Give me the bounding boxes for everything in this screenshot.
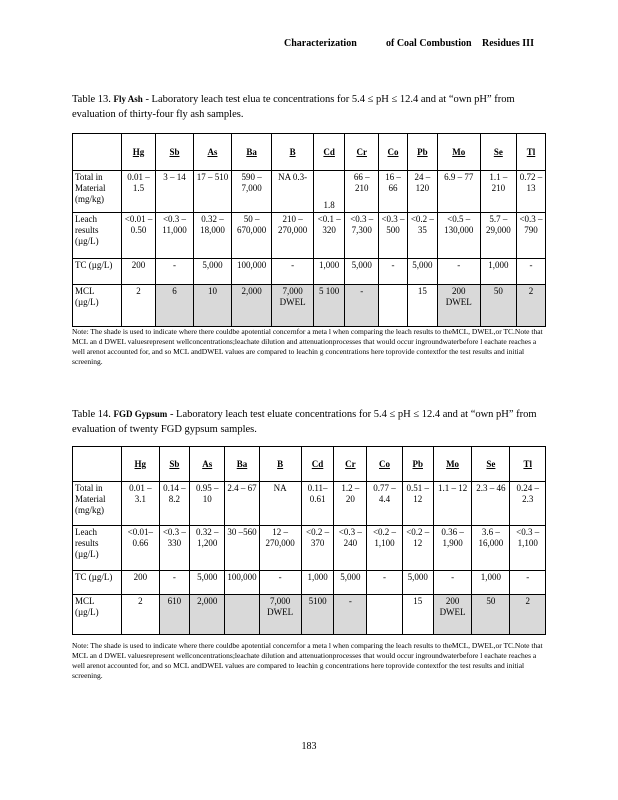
table-cell: 0.14 – 8.2 bbox=[159, 482, 189, 526]
table-cell: NA bbox=[259, 482, 301, 526]
table-cell: - bbox=[159, 571, 189, 595]
table-cell bbox=[367, 595, 403, 635]
table-cell: 0.95 – 10 bbox=[190, 482, 225, 526]
column-header: Tl bbox=[517, 134, 546, 171]
table-cell: 15 bbox=[407, 285, 437, 327]
table-cell-shaded: - bbox=[345, 285, 379, 327]
table-cell: - bbox=[367, 571, 403, 595]
table-cell: 1,000 bbox=[313, 259, 344, 285]
column-header: Pb bbox=[402, 447, 433, 482]
column-header: Mo bbox=[433, 447, 472, 482]
table-cell: 210 – 270,000 bbox=[272, 213, 314, 259]
table-cell: 0.32 – 1,200 bbox=[190, 526, 225, 571]
table-cell: 66 – 210 bbox=[345, 171, 379, 213]
column-header: B bbox=[259, 447, 301, 482]
table-cell: - bbox=[379, 259, 408, 285]
table-cell: <0.2 – 1,100 bbox=[367, 526, 403, 571]
table13-caption bbox=[72, 92, 542, 122]
column-header: Tl bbox=[510, 447, 546, 482]
table-cell-shaded: 7,000 DWEL bbox=[259, 595, 301, 635]
table-cell: 0.36 – 1,900 bbox=[433, 526, 472, 571]
row-label: Total in Material (mg/kg) bbox=[73, 171, 122, 213]
table-cell: 5,000 bbox=[334, 571, 367, 595]
table-cell: 16 – 66 bbox=[379, 171, 408, 213]
table-cell-shaded: 200 DWEL bbox=[433, 595, 472, 635]
row-label: TC (µg/L) bbox=[73, 259, 122, 285]
table-cell: 200 bbox=[122, 571, 160, 595]
table-cell: 1,000 bbox=[480, 259, 517, 285]
table-cell: 1.1 – 210 bbox=[480, 171, 517, 213]
table-cell-shaded: 2 bbox=[517, 285, 546, 327]
table-cell-shaded: 50 bbox=[480, 285, 517, 327]
corner-cell bbox=[73, 447, 122, 482]
column-header: As bbox=[190, 447, 225, 482]
column-header: Ba bbox=[225, 447, 259, 482]
table-cell: <0.01– 0.66 bbox=[122, 526, 160, 571]
table14-caption-label: Table 14. bbox=[72, 409, 111, 420]
table-cell: 50 – 670,000 bbox=[231, 213, 271, 259]
column-header: Cd bbox=[301, 447, 334, 482]
table-row bbox=[73, 213, 546, 259]
table-cell: 5,000 bbox=[407, 259, 437, 285]
column-header: Pb bbox=[407, 134, 437, 171]
table-cell: 24 – 120 bbox=[407, 171, 437, 213]
table-cell: 5,000 bbox=[193, 259, 231, 285]
table-header-row bbox=[73, 447, 546, 482]
table-cell: 2 bbox=[122, 595, 160, 635]
row-label: Leach results (µg/L) bbox=[73, 526, 122, 571]
header-title-left: Characterization bbox=[284, 38, 357, 49]
table-cell-shaded bbox=[225, 595, 259, 635]
table-cell-shaded: 200 DWEL bbox=[437, 285, 480, 327]
column-header: Se bbox=[472, 447, 510, 482]
table-cell: <0.01 – 0.50 bbox=[122, 213, 156, 259]
table-cell-shaded: 50 bbox=[472, 595, 510, 635]
table-cell: - bbox=[259, 571, 301, 595]
table-cell: 2.3 – 46 bbox=[472, 482, 510, 526]
column-header: Co bbox=[367, 447, 403, 482]
table-cell: 0.77 – 4.4 bbox=[367, 482, 403, 526]
column-header: Sb bbox=[159, 447, 189, 482]
table-cell: <0.3 – 500 bbox=[379, 213, 408, 259]
table-cell-shaded: 5100 bbox=[301, 595, 334, 635]
table-cell: 6.9 – 77 bbox=[437, 171, 480, 213]
table-cell: - bbox=[433, 571, 472, 595]
table-cell: 1.1 – 12 bbox=[433, 482, 472, 526]
table-cell-shaded: 2 bbox=[510, 595, 546, 635]
table-cell: 2 bbox=[122, 285, 156, 327]
table-cell: 0.32 – 18,000 bbox=[193, 213, 231, 259]
table14-caption-text: - Laboratory leach test eluate concentrations for 5.4 ≤ pH ≤ 12.4 and at “own pH” from evaluation of twenty FGD gypsum samples. bbox=[72, 409, 537, 435]
table-cell: 1.8 bbox=[313, 171, 344, 213]
table-header-row bbox=[73, 134, 546, 171]
table-row bbox=[73, 482, 546, 526]
table13-note: Note: The shade is used to indicate where there couldbe apotential concernfor a meta l when comparing the leach results to theMCL, DWEL,or TC.Note that MCL an d DWEL valuesrepresent wellconcentrations;leachate dilution and attenuationprocesses that would occur ingroundwaterbefore l eachate reaches a well arenot accounted for, and so MCL andDWEL values are compared to leachin g concentrations here toprovide contextfor the test results and initial screening. bbox=[72, 327, 543, 366]
column-header: Sb bbox=[156, 134, 194, 171]
table-cell: 17 – 510 bbox=[193, 171, 231, 213]
column-header: Hg bbox=[122, 447, 160, 482]
table-cell-shaded: 2,000 bbox=[190, 595, 225, 635]
header-title-mid: of Coal Combustion bbox=[386, 38, 472, 49]
column-header: Se bbox=[480, 134, 517, 171]
table-cell-shaded: 610 bbox=[159, 595, 189, 635]
page-number: 183 bbox=[301, 741, 317, 752]
table-cell: 5.7 – 29,000 bbox=[480, 213, 517, 259]
table-cell: <0.3 – 790 bbox=[517, 213, 546, 259]
table-cell: 1,000 bbox=[301, 571, 334, 595]
table-cell-shaded: 10 bbox=[193, 285, 231, 327]
table-cell: 0.24 – 2.3 bbox=[510, 482, 546, 526]
table-cell: <0.5 – 130,000 bbox=[437, 213, 480, 259]
table-row bbox=[73, 259, 546, 285]
table-cell: 590 – 7,000 bbox=[231, 171, 271, 213]
table14-caption bbox=[72, 407, 542, 437]
table-cell: - bbox=[517, 259, 546, 285]
table-cell: 3.6 – 16,000 bbox=[472, 526, 510, 571]
column-header: Co bbox=[379, 134, 408, 171]
table-cell-shaded: 7,000 DWEL bbox=[272, 285, 314, 327]
table-cell: 5,000 bbox=[190, 571, 225, 595]
table-cell: 5,000 bbox=[402, 571, 433, 595]
column-header: Hg bbox=[122, 134, 156, 171]
column-header: B bbox=[272, 134, 314, 171]
table-cell: 3 – 14 bbox=[156, 171, 194, 213]
table-cell-shaded: 6 bbox=[156, 285, 194, 327]
column-header: As bbox=[193, 134, 231, 171]
table-cell: 0.11– 0.61 bbox=[301, 482, 334, 526]
table14-caption-material: FGD Gypsum bbox=[113, 409, 168, 419]
table-cell: - bbox=[510, 571, 546, 595]
table-cell bbox=[379, 285, 408, 327]
table13-caption-label: Table 13. bbox=[72, 94, 111, 105]
table-cell: - bbox=[156, 259, 194, 285]
table-cell: 200 bbox=[122, 259, 156, 285]
table-cell: <0.3 – 1,100 bbox=[510, 526, 546, 571]
column-header: Ba bbox=[231, 134, 271, 171]
table-cell: 15 bbox=[402, 595, 433, 635]
table-cell-shaded: - bbox=[334, 595, 367, 635]
table-cell: 2.4 – 67 bbox=[225, 482, 259, 526]
column-header: Mo bbox=[437, 134, 480, 171]
table-cell: - bbox=[272, 259, 314, 285]
table-cell: 100,000 bbox=[231, 259, 271, 285]
table13 bbox=[72, 133, 546, 327]
table-cell: <0.2 – 370 bbox=[301, 526, 334, 571]
table-cell: <0.3 – 11,000 bbox=[156, 213, 194, 259]
table13-caption-material: Fly Ash bbox=[113, 94, 143, 104]
table-cell: NA 0.3- bbox=[272, 171, 314, 213]
table-cell: 30 –560 bbox=[225, 526, 259, 571]
table-row bbox=[73, 595, 546, 635]
table14-note: Note: The shade is used to indicate where there couldbe apotential concernfor a meta l when comparing the leach results to theMCL, DWEL,or TC.Note that MCL an d DWEL valuesrepresent wellconcentrations;leachate dilution and attenuationprocesses that would occur ingroundwaterbefore l eachate reaches a well arenot accounted for, and so MCL andDWEL values are compared to leachin g concentrations here toprovide contextfor the test results and initial screening. bbox=[72, 641, 543, 680]
row-label: MCL (µg/L) bbox=[73, 595, 122, 635]
corner-cell bbox=[73, 134, 122, 171]
table-cell: 12 – 270,000 bbox=[259, 526, 301, 571]
table-cell: - bbox=[437, 259, 480, 285]
table-cell: <0.1 – 320 bbox=[313, 213, 344, 259]
table13-caption-text: - Laboratory leach test elua te concentrations for 5.4 ≤ pH ≤ 12.4 and at “own pH” from evaluation of thirty-four fly ash samples. bbox=[72, 94, 515, 120]
table-row bbox=[73, 285, 546, 327]
table-cell: 1,000 bbox=[472, 571, 510, 595]
table-cell: 0.51 – 12 bbox=[402, 482, 433, 526]
table-cell: 0.72 – 13 bbox=[517, 171, 546, 213]
table-cell-shaded: 2,000 bbox=[231, 285, 271, 327]
row-label: MCL (µg/L) bbox=[73, 285, 122, 327]
table-cell: <0.3 – 240 bbox=[334, 526, 367, 571]
table-cell: 1.2 – 20 bbox=[334, 482, 367, 526]
table-cell: <0.3 – 7,300 bbox=[345, 213, 379, 259]
table14 bbox=[72, 446, 546, 635]
header-title-right: Residues III bbox=[482, 38, 534, 49]
table-row bbox=[73, 171, 546, 213]
column-header: Cd bbox=[313, 134, 344, 171]
table-cell: 0.01 – 3.1 bbox=[122, 482, 160, 526]
table-row bbox=[73, 526, 546, 571]
table-cell: <0.2 – 12 bbox=[402, 526, 433, 571]
table-cell: <0.2 – 35 bbox=[407, 213, 437, 259]
column-header: Cr bbox=[345, 134, 379, 171]
row-label: Total in Material (mg/kg) bbox=[73, 482, 122, 526]
table-cell-shaded: 5 100 bbox=[313, 285, 344, 327]
table-row bbox=[73, 571, 546, 595]
row-label: Leach results (µg/L) bbox=[73, 213, 122, 259]
table-cell: 0.01 – 1.5 bbox=[122, 171, 156, 213]
table-cell: 100,000 bbox=[225, 571, 259, 595]
row-label: TC (µg/L) bbox=[73, 571, 122, 595]
table-cell: 5,000 bbox=[345, 259, 379, 285]
column-header: Cr bbox=[334, 447, 367, 482]
table-cell: <0.3 – 330 bbox=[159, 526, 189, 571]
